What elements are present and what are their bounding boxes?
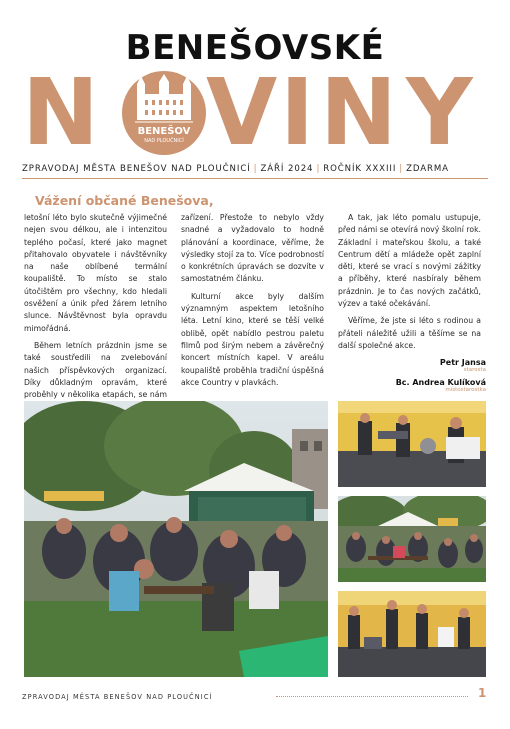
signature-name: Petr Jansa [439,358,486,367]
subtitle-volume: ROČNÍK XXXIII [323,164,397,174]
town-logo [115,70,213,156]
masthead-letter-i: I [280,59,315,166]
masthead-title-top: BENEŠOVSKÉ [125,28,385,68]
page-number: 1 [478,686,487,700]
masthead-letter-y: Y [406,59,473,166]
article-paragraph: Během letních prázdnin jsme se také soustředili na zvelebování našich příspěvkových organizací. Díky důkladným opravám, které proběhly v několika etapách, se nám [24,340,167,400]
photo-summer-event-crowd [24,401,328,677]
article-paragraph: Věříme, že jste si léto s rodinou a přáteli náležitě užili a těšíme se na další společné akce. [338,316,481,350]
masthead-letter-n2: N [320,59,397,166]
article-paragraph: zařízení. Přestože to nebylo vždy snadné a vyžadovalo to hodně plánování a koordinace, věříme, že výsledky stojí za to. Více podrobností o konkrétních úpravách se dozvíte v samostatném článku. [181,213,324,284]
signature-name: Bc. Andrea Kulíková [395,378,486,387]
subtitle-price: ZDARMA [406,164,449,174]
photo-concert-stage [338,591,486,677]
article-column-2 [181,212,324,389]
article-column-3 [338,212,481,352]
subtitle-separator: | [253,164,258,174]
article-column-1 [24,212,167,426]
masthead-title-noviny [22,59,488,166]
masthead-subtitle [22,164,488,174]
article-paragraph: A tak, jak léto pomalu ustupuje, před námi se otevírá nový školní rok. Základní i mateřskou školu, a také Centrum dětí a mládeže opět zaplní děti, které se vrací s novými zážitky a příběhy, které nasbíraly během prázdnin. Je to čas nových začátků, výzev a také očekávání. [338,213,481,309]
article-paragraph: letošní léto bylo skutečně výjimečné nejen svou délkou, ale i intenzitou teplého počasí, které jako magnet přitahovalo obyvatele i návštěvníky na naše oblíbené termální koupaliště. To místo se stalo útočištěm pro všechny, kdo hledali osvěžení a únik před žárem letního slunce. Návštěvnost byla opravdu mimořádná. [24,213,167,333]
signature-deputy-mayor [338,378,486,393]
signature-role: starosta [463,367,486,373]
masthead-letter-v: V [206,59,278,166]
subtitle-publication: ZPRAVODAJ MĚSTA BENEŠOV NAD PLOUČNICÍ [22,164,251,174]
masthead-divider [22,178,488,179]
article-paragraph: Kulturní akce byly dalším významným aspektem letošního léta. Letní kino, které se těší velké oblibě, opět nabídlo pestrou paletu filmů pod širým nebem a závěrečný koncert místních kapel. V areálu koupaliště proběhla tradiční úspěšná akce Country v plavkách. [181,291,324,387]
photo-band-on-stage [338,401,486,487]
subtitle-separator: | [316,164,321,174]
logo-text-benesov: BENEŠOV [137,126,191,137]
photo-festival-tables [338,496,486,582]
logo-text-nad-ploucnici: NAD PLOUČNICÍ [144,138,184,144]
signature-mayor [338,358,486,373]
signature-role: místostarostka [445,387,486,393]
article-greeting: Vážení občané Benešova, [35,193,214,208]
subtitle-issue-date: ZÁŘÍ 2024 [260,164,314,174]
footer-dotted-line [276,696,468,697]
masthead-letter-n1: N [22,59,99,166]
subtitle-separator: | [399,164,404,174]
footer-publication-name: ZPRAVODAJ MĚSTA BENEŠOV NAD PLOUČNICÍ [22,693,213,701]
